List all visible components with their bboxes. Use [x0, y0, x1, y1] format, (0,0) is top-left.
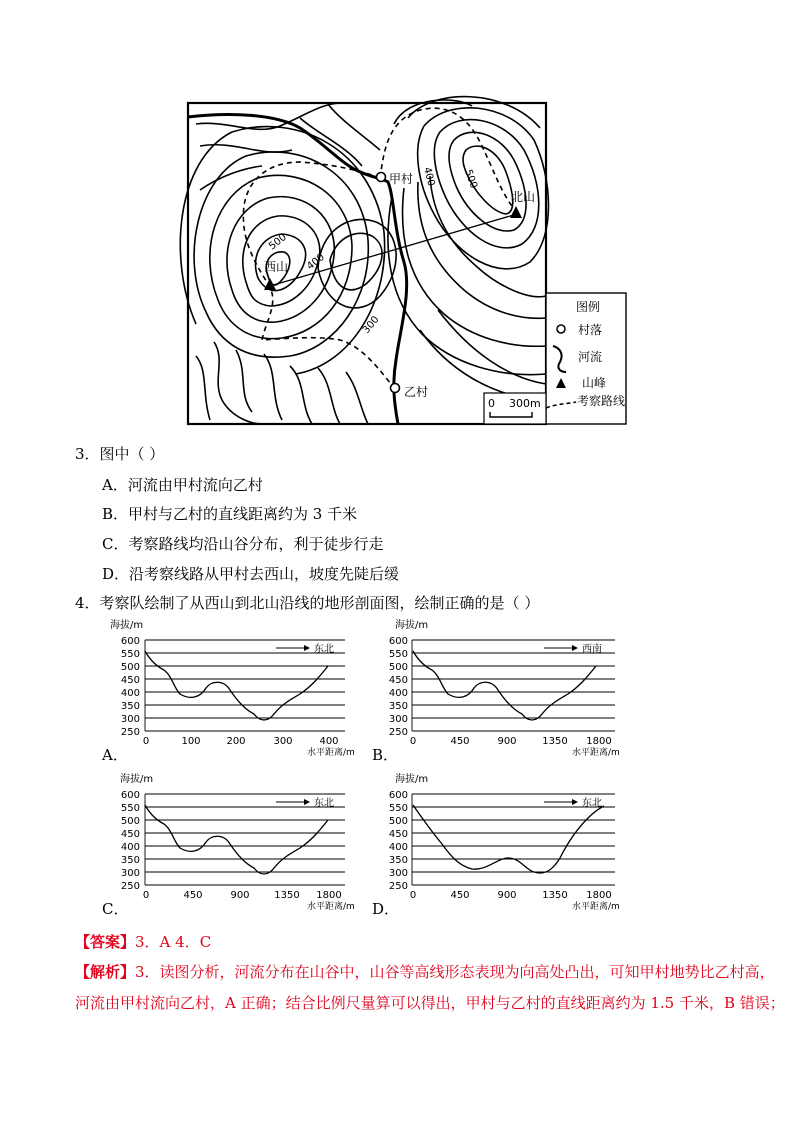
chart-d-xtick-3: 1350 [542, 890, 568, 901]
chart-d-xtick-2: 900 [497, 890, 517, 901]
chart-b-xtick-2: 900 [497, 736, 517, 747]
answer-line [75, 931, 211, 952]
contour-300: 300 [360, 314, 382, 336]
chart-d-ytick-450: 450 [388, 829, 408, 840]
chart-b-xtick-0: 0 [409, 736, 417, 747]
legend-peak-label: 山峰 [582, 376, 607, 390]
chart-b-option-label[interactable]: B． [372, 746, 399, 764]
chart-b-ytitle: 海拔/m [395, 620, 429, 631]
chart-c-xtick-4: 1800 [316, 890, 342, 901]
chart-d-direction: 东北 [582, 798, 602, 809]
chart-a-profile-line [145, 651, 328, 720]
contour-map-svg [0, 0, 800, 430]
north-mountain-label: 北山 [511, 190, 536, 204]
chart-d-ytick-350: 350 [388, 855, 408, 866]
contour-500-right: 500 [462, 168, 480, 190]
chart-c-option-label[interactable]: C． [102, 900, 129, 918]
chart-b-direction: 西南 [582, 644, 602, 655]
answer-text: 3．A 4．C [135, 933, 212, 951]
chart-b-xtick-4: 1800 [586, 736, 612, 747]
chart-d-ytick-250: 250 [388, 881, 408, 892]
chart-d-option-label[interactable]: D． [372, 900, 400, 918]
topographic-map [0, 0, 800, 430]
analysis-line-2: 河流由甲村流向乙村，A 正确；结合比例尺量算可以得出，甲村与乙村的直线距离约为 1.5 千米，B 错误； [75, 994, 785, 1012]
legend-title: 图例 [576, 300, 601, 314]
chart-d-ytick-400: 400 [388, 842, 408, 853]
profile-chart-a-svg [90, 614, 370, 764]
profile-chart-c-svg [90, 768, 370, 918]
chart-c-direction: 东北 [314, 798, 334, 809]
chart-a-ytick-450: 450 [120, 675, 140, 686]
chart-b-ytick-550: 550 [388, 649, 408, 660]
chart-b-xtitle: 水平距离/m [572, 748, 620, 758]
chart-a-xtitle: 水平距离/m [307, 748, 355, 758]
chart-c-ytick-450: 450 [120, 829, 140, 840]
chart-b-xtick-1: 450 [450, 736, 470, 747]
chart-c-ytick-300: 300 [120, 868, 140, 879]
chart-b-profile-line [413, 651, 596, 720]
legend-village-icon [557, 325, 565, 333]
chart-c-xtick-2: 900 [230, 890, 250, 901]
inspection-route [243, 162, 394, 388]
chart-b-ytick-400: 400 [388, 688, 408, 699]
chart-a-xtick-1: 100 [181, 736, 201, 747]
chart-b-ytick-500: 500 [388, 662, 408, 673]
chart-c-ytick-550: 550 [120, 803, 140, 814]
chart-d-xtick-4: 1800 [586, 890, 612, 901]
chart-d-xtitle: 水平距离/m [572, 902, 620, 912]
chart-a-option-label[interactable]: A． [102, 746, 128, 764]
contour-400-right: 400 [421, 166, 437, 188]
chart-c-ytick-400: 400 [120, 842, 140, 853]
chart-a-ytick-250: 250 [120, 727, 140, 738]
chart-c-xtick-1: 450 [183, 890, 203, 901]
profile-chart-b[interactable] [360, 614, 650, 764]
chart-d-xtick-1: 450 [450, 890, 470, 901]
chart-a-ytitle: 海拔/m [110, 620, 144, 631]
chart-d-ytick-600: 600 [388, 790, 408, 801]
chart-d-ytitle: 海拔/m [395, 774, 429, 785]
profile-chart-d[interactable] [360, 768, 650, 918]
chart-a-ytick-400: 400 [120, 688, 140, 699]
chart-d-ytick-500: 500 [388, 816, 408, 827]
legend-route-label: 考察路线 [577, 394, 626, 408]
scale-zero: 0 [488, 397, 495, 410]
chart-c-ytick-500: 500 [120, 816, 140, 827]
chart-b-ytick-450: 450 [388, 675, 408, 686]
chart-b-ytick-250: 250 [388, 727, 408, 738]
chart-a-xtick-4: 400 [319, 736, 339, 747]
contour-lines [180, 97, 548, 424]
inspection-route-north [380, 108, 512, 206]
contour-400-left: 400 [305, 251, 327, 273]
jia-village-label: 甲村 [389, 172, 414, 186]
yi-village-label: 乙村 [404, 385, 429, 399]
chart-b-ytick-350: 350 [388, 701, 408, 712]
profile-chart-d-svg [360, 768, 650, 918]
chart-c-ytick-250: 250 [120, 881, 140, 892]
q4-stem: 4．考察队绘制了从西山到北山沿线的地形剖面图，绘制正确的是（ ） [75, 594, 540, 612]
scale-distance: 300m [509, 397, 541, 410]
q3-option-d[interactable]: D．沿考察线路从甲村去西山，坡度先陡后缓 [102, 565, 400, 583]
legend-village-label: 村落 [578, 323, 603, 337]
q3-option-a[interactable]: A．河流由甲村流向乙村 [102, 476, 263, 494]
chart-c-xtick-0: 0 [142, 890, 150, 901]
chart-c-ytick-350: 350 [120, 855, 140, 866]
profile-chart-a[interactable] [90, 614, 370, 764]
analysis-line-1 [75, 961, 775, 982]
profile-chart-c[interactable] [90, 768, 370, 918]
chart-b-ytick-600: 600 [388, 636, 408, 647]
chart-d-ytick-300: 300 [388, 868, 408, 879]
profile-chart-b-svg [360, 614, 650, 764]
chart-b-xtick-3: 1350 [542, 736, 568, 747]
chart-c-profile-line [145, 805, 328, 874]
chart-a-xtick-0: 0 [142, 736, 150, 747]
village-yi-marker [391, 384, 400, 393]
chart-d-profile-line [413, 805, 604, 873]
chart-a-xtick-2: 200 [226, 736, 246, 747]
q3-stem: 3．图中（ ） [75, 445, 165, 463]
contour-500-left: 500 [267, 231, 289, 253]
chart-d-xtick-0: 0 [409, 890, 417, 901]
chart-a-ytick-600: 600 [120, 636, 140, 647]
q3-option-b[interactable]: B．甲村与乙村的直线距离约为 3 千米 [102, 505, 358, 523]
chart-c-ytitle: 海拔/m [120, 774, 154, 785]
answer-tag: 【答案】 [75, 933, 136, 951]
chart-a-ytick-550: 550 [120, 649, 140, 660]
chart-b-ytick-300: 300 [388, 714, 408, 725]
chart-a-direction: 东北 [314, 644, 334, 655]
legend-river-label: 河流 [578, 350, 603, 364]
q3-option-c[interactable]: C．考察路线均沿山谷分布，利于徒步行走 [102, 535, 384, 553]
chart-a-ytick-350: 350 [120, 701, 140, 712]
analysis-tag: 【解析】 [75, 963, 136, 981]
chart-d-ytick-550: 550 [388, 803, 408, 814]
chart-a-ytick-300: 300 [120, 714, 140, 725]
village-jia-marker [377, 173, 386, 182]
chart-c-xtitle: 水平距离/m [307, 902, 355, 912]
west-mountain-label: 西山 [264, 260, 289, 274]
chart-c-xtick-3: 1350 [274, 890, 300, 901]
chart-c-ytick-600: 600 [120, 790, 140, 801]
chart-a-xtick-3: 300 [273, 736, 293, 747]
chart-a-ytick-500: 500 [120, 662, 140, 673]
analysis-text-1: 3．读图分析，河流分布在山谷中，山谷等高线形态表现为向高处凸出，可知甲村地势比乙村高， [135, 963, 775, 981]
